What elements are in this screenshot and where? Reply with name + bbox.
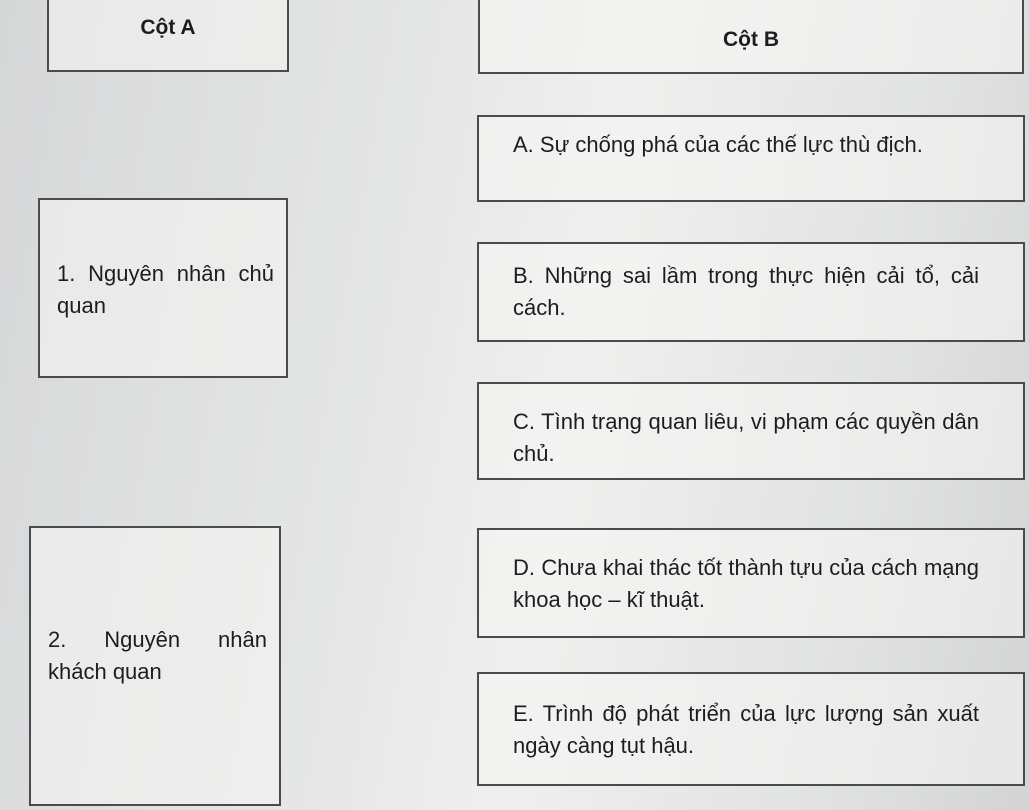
column-b-item-d[interactable] [477,528,1025,638]
column-b-item-text: A. Sự chống phá của các thế lực thù địch. [513,132,923,157]
column-a-item-text: 2. Nguyên nhân khách quan [48,627,267,684]
column-b-item-e[interactable] [477,672,1025,786]
column-b-item-b[interactable] [477,242,1025,342]
column-b-item-text: B. Những sai lầm trong thực hiện cải tổ, cải cách. [513,263,979,320]
column-b-header-box [478,0,1024,74]
column-b-header: Cột B [723,28,779,51]
column-a-item-1[interactable] [38,198,288,378]
column-b-item-text: C. Tình trạng quan liêu, vi phạm các quyền dân chủ. [513,409,979,466]
column-b-item-text: D. Chưa khai thác tốt thành tựu của cách mạng khoa học – kĩ thuật. [513,555,979,612]
column-b-item-c[interactable] [477,382,1025,480]
column-a-item-text: 1. Nguyên nhân chủ quan [57,261,274,318]
column-a-header: Cột A [140,16,196,39]
column-a-header-box [47,0,289,72]
column-a-item-2[interactable] [29,526,281,806]
column-b-item-text: E. Trình độ phát triển của lực lượng sản xuất ngày càng tụt hậu. [513,701,979,758]
column-b-item-a[interactable] [477,115,1025,202]
